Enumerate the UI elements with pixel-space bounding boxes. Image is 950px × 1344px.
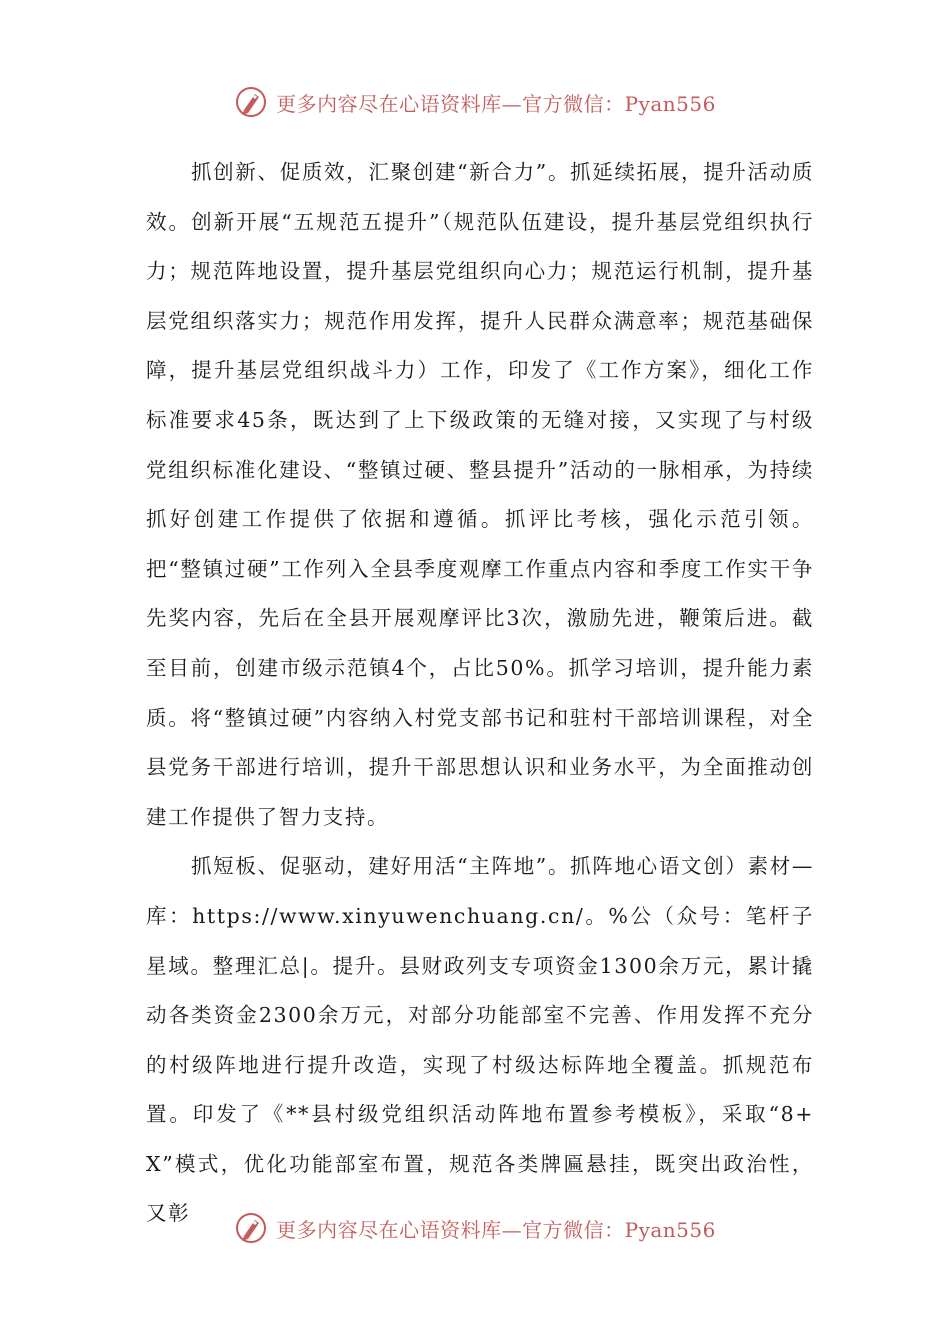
header-banner: [0, 80, 950, 124]
pen-nib-logo-icon: [234, 85, 268, 119]
footer-banner-text: 更多内容尽在心语资料库—官方微信：Pyan556: [276, 1217, 716, 1242]
document-body: [146, 148, 814, 1239]
footer-banner: [0, 1206, 950, 1250]
pen-nib-logo-icon: [234, 1211, 268, 1245]
body-paragraph-2: 抓短板、促驱动，建好用活“主阵地”。抓阵地心语文创）素材—库：https://www.xinyuwenchuang.cn/。%公（众号：笔杆子星域。整理汇总|。提升。县财政列支专项资金1300余万元，累计撬动各类资金2300余万元，对部分功能部室不完善、作用发挥不充分的村级阵地进行提升改造，实现了村级达标阵地全覆盖。抓规范布置。印发了《**县村级党组织活动阵地布置参考模板》，采取“8+X”模式，优化功能部室布置，规范各类牌匾悬挂，既突出政治性，又彰: [146, 854, 814, 1226]
header-banner-text: 更多内容尽在心语资料库—官方微信：Pyan556: [276, 91, 716, 116]
body-paragraph-1: 抓创新、促质效，汇聚创建“新合力”。抓延续拓展，提升活动质效。创新开展“五规范五提升”（规范队伍建设，提升基层党组织执行力；规范阵地设置，提升基层党组织向心力；规范运行机制，提升基层党组织落实力；规范作用发挥，提升人民群众满意率；规范基础保障，提升基层党组织战斗力）工作，印发了《工作方案》，细化工作标准要求45条，既达到了上下级政策的无缝对接，又实现了与村级党组织标准化建设、“整镇过硬、整县提升”活动的一脉相承，为持续抓好创建工作提供了依据和遵循。抓评比考核，强化示范引领。把“整镇过硬”工作列入全县季度观摩工作重点内容和季度工作实干争先奖内容，先后在全县开展观摩评比3次，激励先进，鞭策后进。截至目前，创建市级示范镇4个，占比50%。抓学习培训，提升能力素质。将“整镇过硬”内容纳入村党支部书记和驻村干部培训课程，对全县党务干部进行培训，提升干部思想认识和业务水平，为全面推动创建工作提供了智力支持。: [146, 160, 814, 829]
